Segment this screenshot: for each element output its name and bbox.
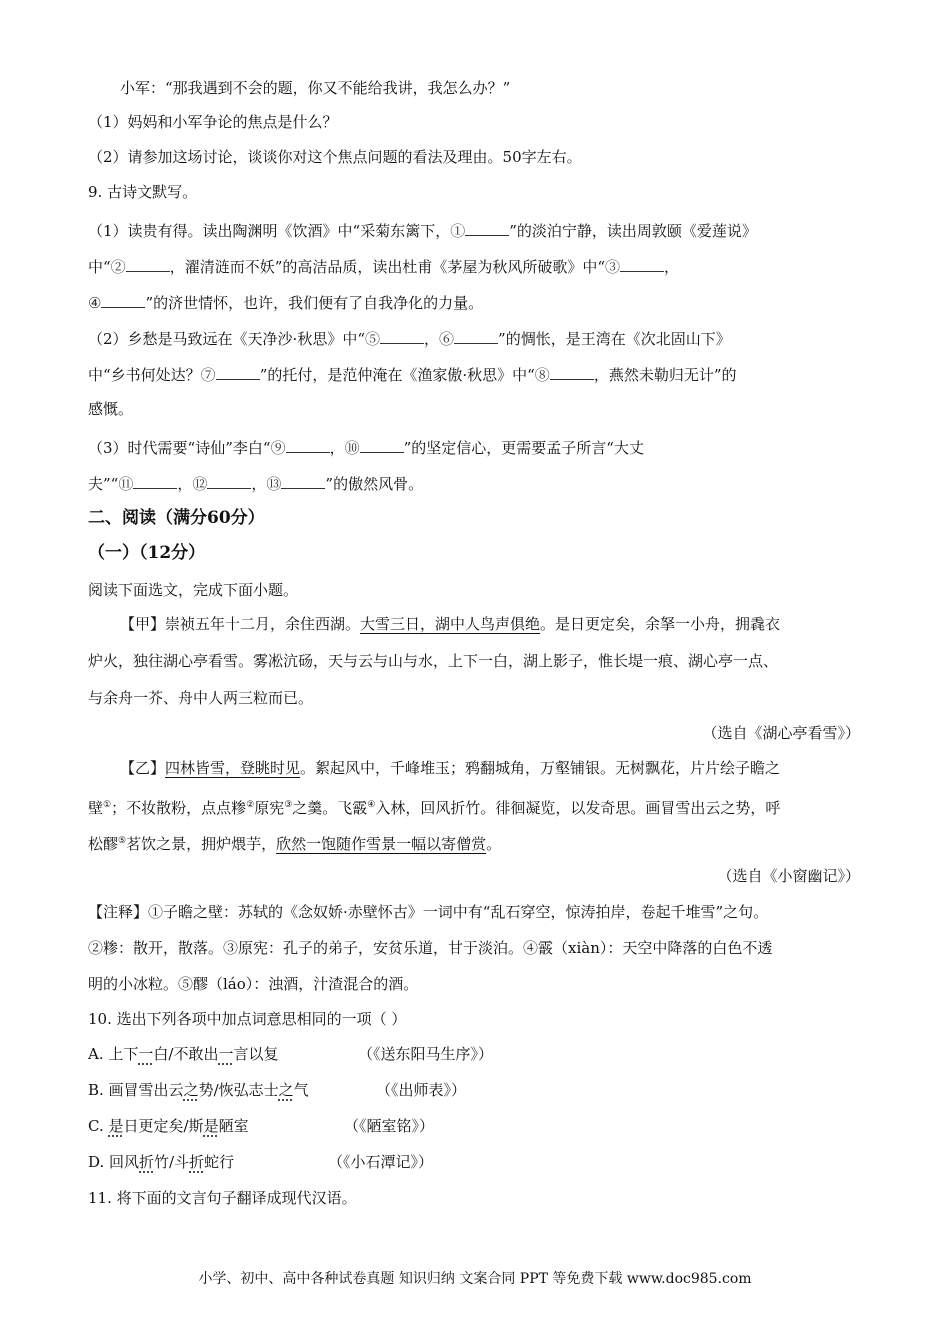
notes-line1: 【注释】①子瞻之壁：苏轼的《念奴娇·赤壁怀古》一词中有“乱石穿空，惊涛拍岸，卷起千堆雪”之句。 — [88, 903, 769, 921]
jia-source: （选自《湖心亭看雪》） — [702, 724, 860, 742]
option-b-source: （《出师表》） — [376, 1081, 467, 1099]
option-d-source: （《小石潭记》） — [328, 1153, 434, 1171]
q9-p2-line1: （2）乡愁是马致远在《天净沙·秋思》中“⑤ ，⑥ ”的惆怅，是王湾在《次北固山下》 — [88, 327, 731, 349]
question-8-1: （1）妈妈和小军争论的焦点是什么？ — [88, 113, 338, 131]
blank-2[interactable] — [126, 255, 170, 272]
question-10-stem: 10. 选出下列各项中加点词意思相同的一项（ ） — [88, 1010, 407, 1028]
blank-10[interactable] — [360, 436, 404, 453]
jia-line3: 与余舟一芥、舟中人两三粒而已。 — [88, 689, 314, 707]
question-11-stem: 11. 将下面的文言句子翻译成现代汉语。 — [88, 1189, 357, 1207]
option-c-source: （《陋室铭》） — [344, 1117, 435, 1135]
xiaojun-line: 小军：“那我遇到不会的题，你又不能给我讲，我怎么办？” — [120, 79, 511, 97]
blank-6[interactable] — [454, 327, 498, 344]
question-9-title: 9. 古诗文默写。 — [88, 183, 198, 201]
blank-13[interactable] — [281, 472, 325, 489]
page-footer: 小学、初中、高中各种试卷真题 知识归纳 文案合同 PPT 等免费下载 www.doc985.com — [198, 1271, 752, 1287]
blank-5[interactable] — [380, 327, 424, 344]
blank-9[interactable] — [286, 436, 330, 453]
yi-line2: 壁①；不妆散粉，点点糁②原宪③之羹。飞霰④入林，回风折竹。徘徊凝览，以发奇思。画冒雪出云之势，呼 — [88, 799, 781, 817]
yi-line3: 松醪⑤茗饮之景，拥炉煨芋，欣然一饱随作雪景一幅以寄僧赏。 — [88, 835, 502, 853]
section-2-title: 二、阅读（满分60分） — [88, 508, 265, 528]
blank-1[interactable] — [465, 219, 509, 236]
q10-option-a[interactable]: A. 上下一白/不敢出一言以复 （《送东阳马生序》） — [88, 1045, 494, 1063]
question-8-2: （2）请参加这场讨论，谈谈你对这个焦点问题的看法及理由。50字左右。 — [88, 148, 582, 166]
blank-11[interactable] — [133, 472, 177, 489]
q10-option-b[interactable]: B. 画冒雪出云之势/恢弘志士之气 （《出师表》） — [88, 1081, 467, 1099]
blank-8[interactable] — [550, 363, 594, 380]
section-2-sub: （一）（12分） — [88, 543, 206, 563]
notes-line2: ②糁：散开，散落。③原宪：孔子的弟子，安贫乐道，甘于淡泊。④霰（xiàn）：天空中降落的白色不透 — [88, 939, 773, 957]
blank-12[interactable] — [207, 472, 251, 489]
blank-3[interactable] — [620, 255, 664, 272]
q9-p1-line2: 中“② ，濯清涟而不妖”的高洁品质，读出杜甫《茅屋为秋风所破歌》中“③ ， — [88, 255, 679, 277]
blank-4[interactable] — [101, 291, 145, 308]
jia-line1: 【甲】崇祯五年十二月，余住西湖。大雪三日，湖中人鸟声俱绝。是日更定矣，余拏一小舟，拥毳衣 — [120, 615, 781, 633]
yi-source: （选自《小窗幽记》） — [717, 867, 860, 885]
q9-p1-line1: （1）读贵有得。读出陶渊明《饮酒》中“采菊东篱下，① ”的淡泊宁静，读出周敦颐《爱莲说》 — [88, 219, 757, 241]
reading-intro: 阅读下面选文，完成下面小题。 — [88, 581, 299, 599]
option-a-source: （《送东阳马生序》） — [358, 1045, 494, 1063]
yi-line1: 【乙】四林皆雪，登眺时见。絮起风中，千峰堆玉；鸦翻城角，万壑铺银。无树飘花，片片绘子瞻之 — [120, 759, 781, 777]
blank-7[interactable] — [216, 363, 260, 380]
notes-line3: 明的小冰粒。⑤醪（láo）：浊酒，汁渣混合的酒。 — [88, 975, 419, 993]
q9-p2-line3: 感慨。 — [88, 400, 134, 418]
q10-option-c[interactable]: C. 是日更定矣/斯是陋室 （《陋室铭》） — [88, 1117, 435, 1135]
jia-line2: 炉火，独往湖心亭看雪。雾凇沆砀，天与云与山与水，上下一白，湖上影子，惟长堤一痕、湖心亭一点、 — [88, 652, 779, 670]
q9-p2-line2: 中“乡书何处达？⑦ ”的托付，是范仲淹在《渔家傲·秋思》中“⑧ ，燕然未勒归无计”的 — [88, 363, 736, 385]
q9-p3-line1: （3）时代需要“诗仙”李白“⑨ ，⑩ ”的坚定信心，更需要孟子所言“大丈 — [88, 436, 644, 458]
q9-p3-line2: 夫”“⑪ ，⑫ ，⑬ ”的傲然风骨。 — [88, 472, 423, 494]
q9-p1-line3: ④ ”的济世情怀，也许，我们便有了自我净化的力量。 — [88, 291, 483, 313]
q10-option-d[interactable]: D. 回风折竹/斗折蛇行 （《小石潭记》） — [88, 1153, 434, 1171]
